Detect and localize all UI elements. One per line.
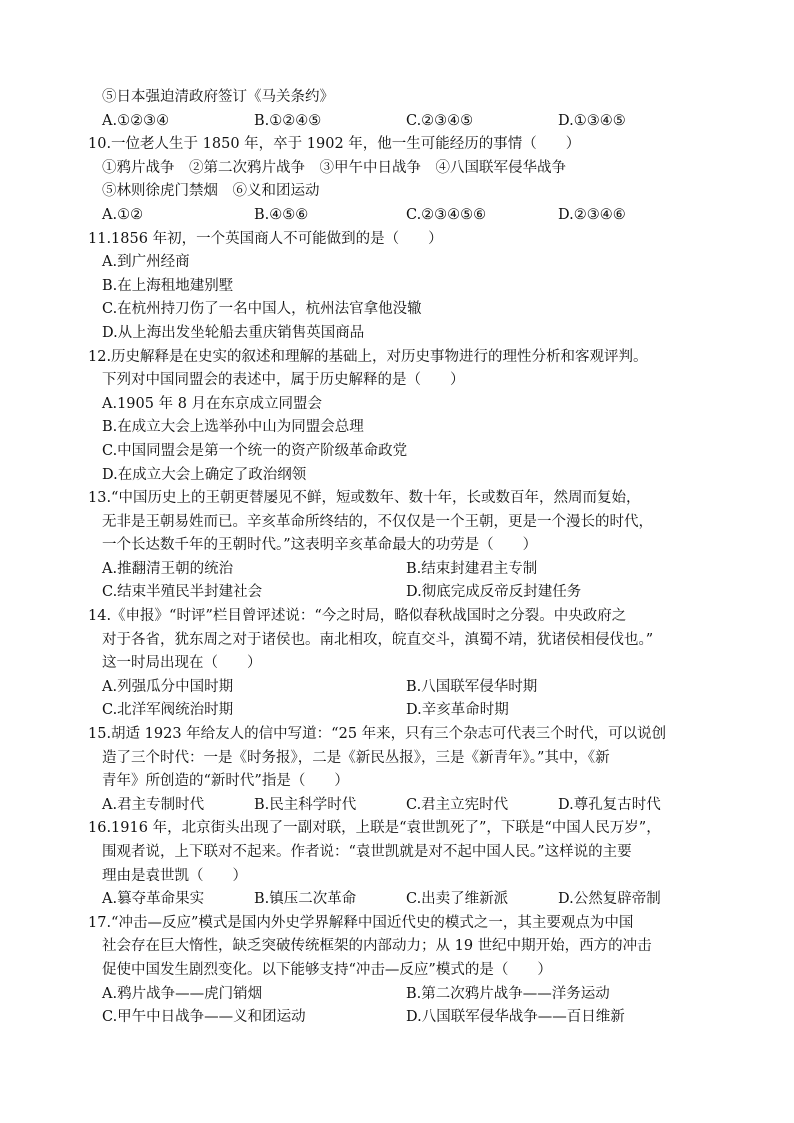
q13-option-c: C.结束半殖民半封建社会 <box>102 584 263 601</box>
q15-stem-line3: 青年》所创造的“新时代”指是（ ） <box>102 773 349 790</box>
q10-items-line1: ①鸦片战争 ②第二次鸦片战争 ③甲午中日战争 ④八国联军侵华战争 <box>102 159 566 176</box>
q14-stem-line3: 这一时局出现在（ ） <box>102 655 262 672</box>
q15-option-c: C.君主立宪时代 <box>406 796 509 813</box>
q10-stem: 10.一位老人生于 1850 年，卒于 1902 年，他一生可能经历的事情（ ） <box>88 136 581 153</box>
q16-stem-line1: 16.1916 年，北京街头出现了一副对联，上联是“袁世凯死了”，下联是“中国人民万岁”， <box>88 820 661 837</box>
q16-option-d: D.公然复辟帝制 <box>558 891 661 908</box>
q15-option-b: B.民主科学时代 <box>254 796 357 813</box>
q13-stem-line3: 一个长达数千年的王朝时代。”这表明辛亥革命最大的功劳是（ ） <box>102 537 538 554</box>
q15-option-d: D.尊孔复古时代 <box>558 796 661 813</box>
q17-option-b: B.第二次鸦片战争——洋务运动 <box>406 985 610 1002</box>
q14-option-d: D.辛亥革命时期 <box>406 702 509 719</box>
q15-stem-line1: 15.胡适 1923 年给友人的信中写道：“25 年来，只有三个杂志可代表三个时代，可以说创 <box>88 726 667 743</box>
q14-stem-line1: 14.《申报》“时评”栏目曾评述说：“今之时局，略似春秋战国时之分裂。中央政府之 <box>88 608 627 625</box>
q10-options <box>88 204 734 228</box>
q16-option-a: A.篡夺革命果实 <box>102 891 205 908</box>
q13-option-b: B.结束封建君主专制 <box>406 560 538 577</box>
q12-option-d: D.在成立大会上确定了政治纲领 <box>102 466 307 483</box>
q16-option-b: B.镇压二次革命 <box>254 891 357 908</box>
q12-option-b: B.在成立大会上选举孙中山为同盟会总理 <box>102 419 364 436</box>
q10-option-b: B.④⑤⑥ <box>254 206 309 223</box>
q11-stem: 11.1856 年初，一个英国商人不可能做到的是（ ） <box>88 230 443 247</box>
q13-options-row2 <box>88 581 734 605</box>
q15-stem-line2: 造了三个时代：一是《时务报》，二是《新民丛报》，三是《新青年》。”其中，《新 <box>102 749 610 766</box>
q10-items-line2: ⑤林则徐虎门禁烟 ⑥义和团运动 <box>102 183 320 200</box>
q13-stem-line1: 13.“中国历史上的王朝更替屡见不鲜，短或数年、数十年，长或数百年，然周而复始， <box>88 490 641 507</box>
q11-option-d: D.从上海出发坐轮船去重庆销售英国商品 <box>102 324 365 341</box>
q12-stem-line1: 12.历史解释是在史实的叙述和理解的基础上，对历史事物进行的理性分析和客观评判。 <box>88 348 648 365</box>
q9-option-b: B.①②④⑤ <box>254 112 322 129</box>
q14-option-c: C.北洋军阀统治时期 <box>102 702 234 719</box>
q12-option-c: C.中国同盟会是第一个统一的资产阶级革命政党 <box>102 442 408 459</box>
q10-option-c: C.②③④⑤⑥ <box>406 206 487 223</box>
q13-options-row1 <box>88 558 734 582</box>
q14-stem-line2: 对于各省，犹东周之对于诸侯也。南北相攻，皖直交斗，滇蜀不靖，犹诸侯相侵伐也。” <box>102 631 654 648</box>
q10-option-d: D.②③④⑥ <box>558 206 626 223</box>
q9-item-5: ⑤日本强迫清政府签订《马关条约》 <box>102 89 334 105</box>
q10-option-a: A.①② <box>102 206 144 223</box>
q13-option-d: D.彻底完成反帝反封建任务 <box>406 584 582 601</box>
q17-option-a: A.鸦片战争——虎门销烟 <box>102 985 263 1002</box>
q12-option-a: A.1905 年 8 月在东京成立同盟会 <box>102 395 323 412</box>
q14-options-row2 <box>88 699 734 723</box>
q17-options-row2 <box>88 1006 734 1030</box>
q9-option-a: A.①②③④ <box>102 112 170 129</box>
q15-option-a: A.君主专制时代 <box>102 796 205 813</box>
q16-option-c: C.出卖了维新派 <box>406 891 509 908</box>
q12-stem-line2: 下列对中国同盟会的表述中，属于历史解释的是（ ） <box>102 372 465 389</box>
q14-option-a: A.列强瓜分中国时期 <box>102 678 234 695</box>
q16-stem-line3: 理由是袁世凯（ ） <box>102 867 247 884</box>
q13-stem-line2: 无非是王朝易姓而已。辛亥革命所终结的，不仅仅是一个王朝，更是一个漫长的时代， <box>102 513 653 530</box>
q17-option-d: D.八国联军侵华战争——百日维新 <box>406 1009 625 1026</box>
q16-stem-line2: 围观者说，上下联对不起来。作者说：“袁世凯就是对不起中国人民。”这样说的主要 <box>102 844 632 860</box>
q11-option-c: C.在杭州持刀伤了一名中国人，杭州法官拿他没辙 <box>102 301 422 318</box>
q17-options-row1 <box>88 983 734 1007</box>
q11-option-a: A.到广州经商 <box>102 254 190 271</box>
q9-option-d: D.①③④⑤ <box>558 112 626 129</box>
q16-options <box>88 888 734 912</box>
q15-options <box>88 794 734 818</box>
q17-stem-line3: 促使中国发生剧烈变化。以下能够支持“冲击—反应”模式的是（ ） <box>102 961 552 978</box>
q13-option-a: A.推翻清王朝的统治 <box>102 560 234 577</box>
q17-stem-line1: 17.“冲击—反应”模式是国内外史学界解释中国近代史的模式之一，其主要观点为中国 <box>88 914 634 931</box>
q14-option-b: B.八国联军侵华时期 <box>406 678 538 695</box>
q9-option-c: C.②③④⑤ <box>406 112 474 129</box>
q14-options-row1 <box>88 676 734 700</box>
q11-option-b: B.在上海租地建别墅 <box>102 277 234 294</box>
q17-option-c: C.甲午中日战争——义和团运动 <box>102 1009 306 1026</box>
q9-options <box>88 110 734 134</box>
q17-stem-line2: 社会存在巨大惰性，缺乏突破传统框架的内部动力；从 19 世纪中期开始，西方的冲击 <box>102 938 652 955</box>
